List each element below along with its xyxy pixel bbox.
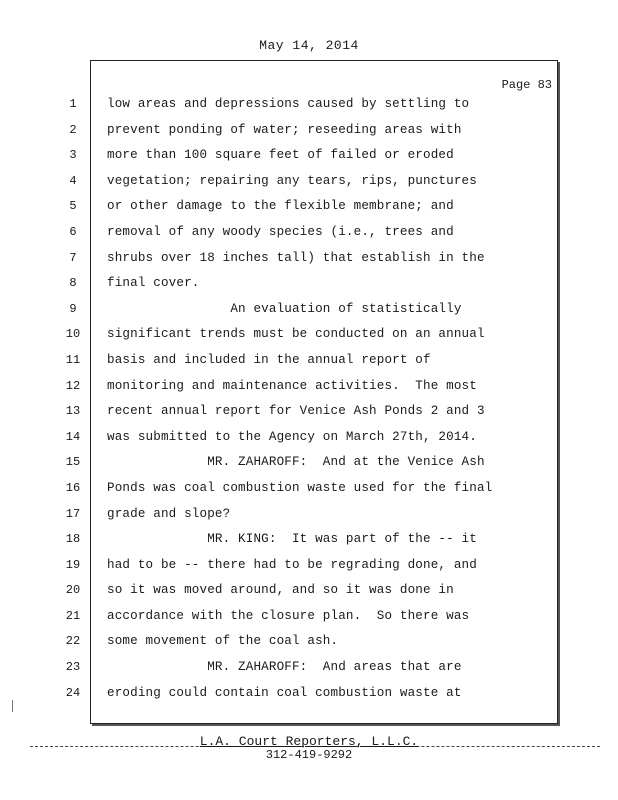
line-text: prevent ponding of water; reseeding areas with	[107, 122, 462, 137]
transcript-line	[0, 143, 618, 169]
line-number: 22	[65, 634, 81, 649]
transcript-date: May 14, 2014	[259, 38, 359, 53]
line-text: some movement of the coal ash.	[107, 634, 339, 649]
line-text: MR. ZAHAROFF: And at the Venice Ash	[107, 455, 485, 470]
line-number: 7	[69, 250, 77, 265]
transcript-line	[0, 450, 618, 476]
transcript-line	[0, 194, 618, 220]
line-text: was submitted to the Agency on March 27th, 2014.	[107, 429, 477, 444]
line-number: 20	[65, 583, 81, 598]
transcript-line	[0, 374, 618, 400]
transcript-line	[0, 297, 618, 323]
line-number: 18	[65, 532, 81, 547]
transcript-line	[0, 92, 618, 118]
line-number: 5	[69, 199, 77, 214]
line-number: 1	[69, 97, 77, 111]
transcript-line	[0, 118, 618, 144]
transcript-line	[0, 322, 618, 348]
transcript-line	[0, 681, 618, 707]
line-number: 4	[69, 173, 77, 188]
transcript-line	[0, 655, 618, 681]
line-text: removal of any woody species (i.e., trees and	[107, 224, 454, 239]
page-number: Page 83	[501, 78, 552, 92]
transcript-line	[0, 629, 618, 655]
transcript-line	[0, 169, 618, 195]
transcript-line	[0, 246, 618, 272]
line-text: recent annual report for Venice Ash Ponds 2 and 3	[107, 404, 485, 419]
line-number: 16	[65, 480, 81, 495]
line-text: accordance with the closure plan. So there was	[107, 608, 470, 623]
transcript-line	[0, 425, 618, 451]
line-text: MR. KING: It was part of the -- it	[107, 532, 477, 547]
transcript-line	[0, 476, 618, 502]
transcript-line	[0, 220, 618, 246]
line-number: 17	[65, 506, 81, 521]
line-number: 21	[65, 608, 81, 623]
line-text: had to be -- there had to be regrading done, and	[107, 557, 477, 572]
line-number: 12	[65, 378, 81, 393]
scan-mark	[12, 700, 16, 712]
line-number: 19	[65, 557, 81, 572]
line-number: 14	[65, 429, 81, 444]
line-text: or other damage to the flexible membrane; and	[107, 199, 454, 214]
reporter-company: L.A. Court Reporters, L.L.C.	[199, 734, 419, 749]
line-number: 3	[69, 148, 77, 163]
line-text: An evaluation of statistically	[107, 301, 462, 316]
line-text: shrubs over 18 inches tall) that establish in the	[107, 250, 485, 265]
line-text: basis and included in the annual report of	[107, 352, 431, 367]
line-number: 15	[65, 455, 81, 470]
line-number: 2	[69, 122, 77, 137]
line-number: 6	[69, 224, 77, 239]
line-text: final cover.	[107, 276, 200, 291]
line-text: Ponds was coal combustion waste used for the final	[107, 480, 493, 495]
line-text: monitoring and maintenance activities. The most	[107, 378, 477, 393]
line-number: 8	[69, 276, 77, 291]
line-text: MR. ZAHAROFF: And areas that are	[107, 660, 462, 675]
line-text: grade and slope?	[107, 506, 231, 521]
line-text: more than 100 square feet of failed or eroded	[107, 148, 454, 163]
line-text: eroding could contain coal combustion waste at	[107, 685, 462, 700]
reporter-phone: 312-419-9292	[265, 748, 353, 762]
transcript-line	[0, 502, 618, 528]
line-text: vegetation; repairing any tears, rips, punctures	[107, 173, 477, 188]
line-text: low areas and depressions caused by settling to	[107, 97, 470, 111]
line-number: 10	[65, 327, 81, 342]
line-number: 11	[65, 352, 81, 367]
line-text: significant trends must be conducted on an annual	[107, 327, 485, 342]
transcript-line	[0, 527, 618, 553]
line-number: 23	[65, 660, 81, 675]
transcript-line	[0, 578, 618, 604]
line-text: so it was moved around, and so it was done in	[107, 583, 454, 598]
transcript-line	[0, 399, 618, 425]
transcript-line	[0, 271, 618, 297]
line-number: 24	[65, 685, 81, 700]
transcript-line	[0, 604, 618, 630]
line-number: 13	[65, 404, 81, 419]
line-number: 9	[69, 301, 77, 316]
transcript-lines	[0, 92, 618, 706]
transcript-line	[0, 553, 618, 579]
transcript-line	[0, 348, 618, 374]
